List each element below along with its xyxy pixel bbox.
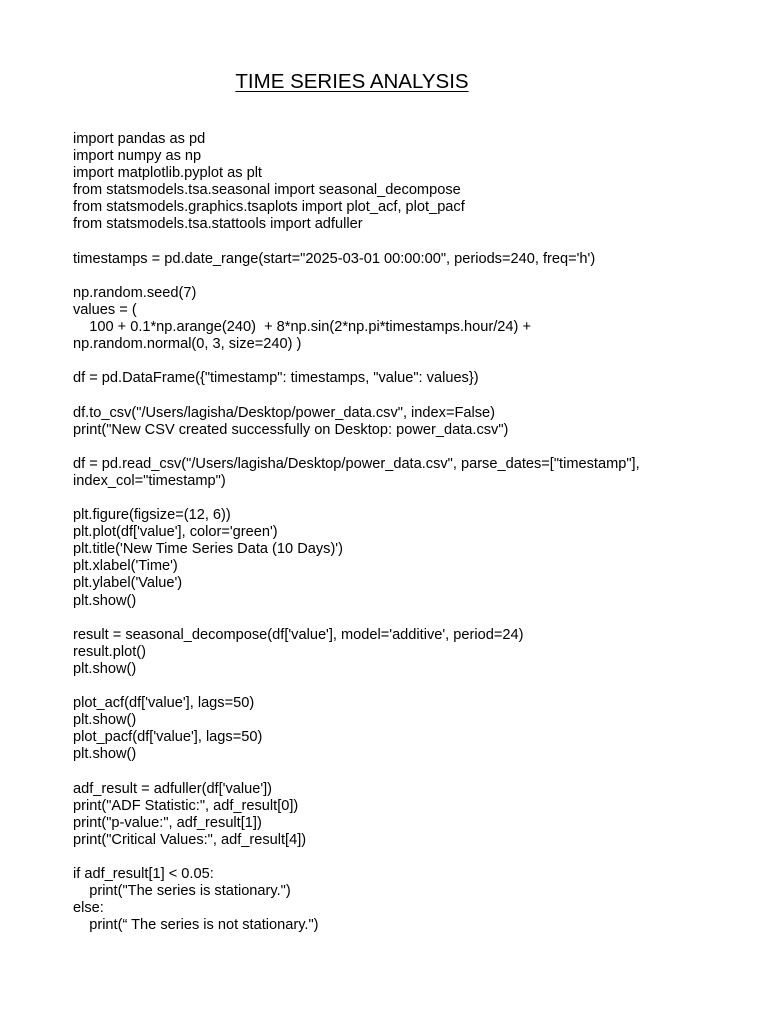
- code-line: if adf_result[1] < 0.05:: [73, 866, 214, 883]
- code-line: 100 + 0.1*np.arange(240) + 8*np.sin(2*np.pi*timestamps.hour/24) +: [73, 319, 531, 336]
- code-line: adf_result = adfuller(df['value']): [73, 780, 273, 797]
- code-line: plt.ylabel('Value'): [73, 575, 183, 592]
- code-line: print("The series is stationary."): [73, 883, 291, 900]
- blank-line: [73, 490, 753, 507]
- code-line: from statsmodels.tsa.stattools import adfuller: [73, 216, 363, 233]
- blank-line: [73, 849, 753, 866]
- code-line: plot_pacf(df['value'], lags=50): [73, 729, 263, 746]
- code-line: from statsmodels.tsa.seasonal import seasonal_decompose: [73, 182, 461, 199]
- code-line: plt.show(): [73, 746, 137, 763]
- code-line: import pandas as pd: [73, 131, 206, 147]
- code-line: plt.show(): [73, 660, 137, 677]
- blank-line: [73, 353, 753, 370]
- document-title: TIME SERIES ANALYSIS: [235, 70, 469, 93]
- code-line: df = pd.DataFrame({"timestamp": timestamps, "value": values}): [73, 370, 479, 387]
- code-line: df.to_csv("/Users/lagisha/Desktop/power_data.csv", index=False): [73, 404, 496, 421]
- code-line: plt.show(): [73, 592, 137, 609]
- blank-line: [73, 763, 753, 780]
- blank-line: [73, 439, 753, 456]
- code-line: np.random.normal(0, 3, size=240) ): [73, 336, 302, 353]
- code-line: df = pd.read_csv("/Users/lagisha/Desktop/power_data.csv", parse_dates=["timestamp"],: [73, 455, 640, 472]
- code-line: from statsmodels.graphics.tsaplots import plot_acf, plot_pacf: [73, 199, 465, 216]
- code-line: print("p-value:", adf_result[1]): [73, 814, 262, 831]
- code-line: print("ADF Statistic:", adf_result[0]): [73, 797, 299, 814]
- code-line: import numpy as np: [73, 148, 202, 165]
- code-line: result = seasonal_decompose(df['value'], model='additive', period=24): [73, 626, 524, 643]
- code-line: print("Critical Values:", adf_result[4]): [73, 831, 307, 848]
- blank-line: [73, 610, 753, 627]
- code-line: print("New CSV created successfully on Desktop: power_data.csv"): [73, 421, 509, 438]
- code-line: print(“ The series is not stationary."): [73, 917, 319, 934]
- code-line: index_col="timestamp"): [73, 472, 226, 489]
- code-line: np.random.seed(7): [73, 284, 197, 301]
- code-line: plt.figure(figsize=(12, 6)): [73, 507, 231, 524]
- blank-line: [73, 678, 753, 695]
- blank-line: [73, 234, 753, 251]
- code-line: plot_acf(df['value'], lags=50): [73, 695, 255, 712]
- blank-line: [73, 387, 753, 404]
- code-line: plt.xlabel('Time'): [73, 558, 178, 575]
- code-line: result.plot(): [73, 643, 146, 660]
- code-line: plt.plot(df['value'], color='green'): [73, 524, 278, 541]
- code-line: import matplotlib.pyplot as plt: [73, 165, 262, 182]
- code-line: else:: [73, 900, 104, 917]
- blank-line: [73, 268, 753, 285]
- code-line: values = (: [73, 301, 137, 318]
- code-line: plt.title('New Time Series Data (10 Days)'): [73, 541, 343, 558]
- code-line: plt.show(): [73, 712, 137, 729]
- code-line: timestamps = pd.date_range(start="2025-03-01 00:00:00", periods=240, freq='h'): [73, 250, 596, 267]
- code-block: [73, 131, 753, 934]
